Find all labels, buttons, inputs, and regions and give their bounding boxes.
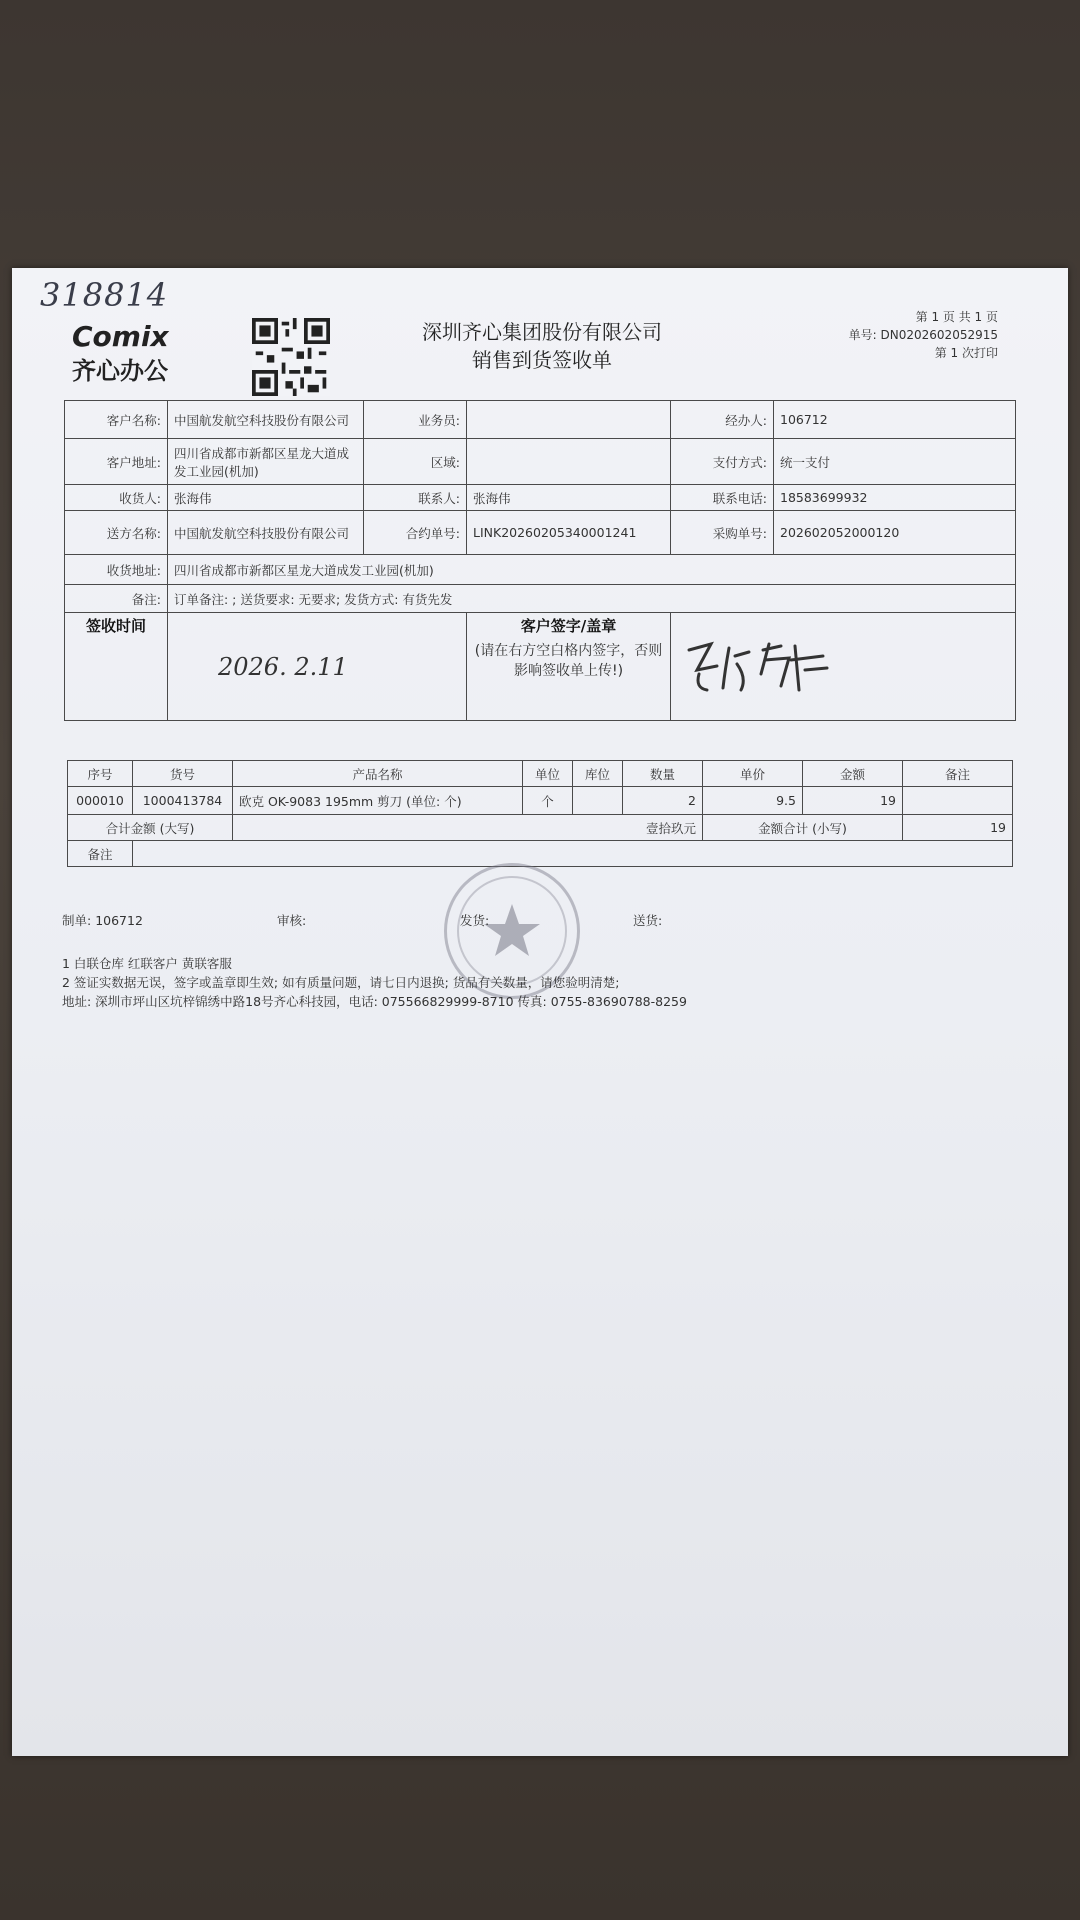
items-remark xyxy=(133,841,1013,867)
deliver-label: 送货: xyxy=(633,913,663,928)
remark: 订单备注: ; 送货要求: 无要求; 发货方式: 有货先发 xyxy=(168,585,1016,613)
table-row xyxy=(68,787,1013,815)
customer-name: 中国航发航空科技股份有限公司 xyxy=(168,401,364,439)
sign-label-cell xyxy=(467,613,671,721)
phone-label: 联系电话: xyxy=(671,485,774,511)
row-loc xyxy=(573,787,623,815)
payment-label: 支付方式: xyxy=(671,439,774,485)
delivery-addr-label: 收货地址: xyxy=(65,555,168,585)
items-remark-row xyxy=(68,841,1013,867)
ship-label: 发货: xyxy=(460,913,490,928)
row-seq: 000010 xyxy=(68,787,133,815)
info-table xyxy=(64,400,1016,721)
receiver: 张海伟 xyxy=(168,485,364,511)
col-header-name: 产品名称 xyxy=(233,761,523,787)
footer-address-line: 地址: 深圳市坪山区坑梓锦绣中路18号齐心科技园，电话: 075566829999-8710 传真: 0755-83690788-8259 xyxy=(62,994,687,1009)
doc-no: DN0202602052915 xyxy=(880,328,998,342)
row-amount: 19 xyxy=(803,787,903,815)
document-title-block xyxy=(392,318,692,374)
purchase-label: 采购单号: xyxy=(671,511,774,555)
footer-line-1: 1 白联仓库 红联客户 黄联客服 xyxy=(62,956,232,971)
signature-cell xyxy=(671,613,1016,721)
total-upper: 壹拾玖元 xyxy=(233,815,703,841)
sign-time-label: 签收时间 xyxy=(85,617,146,635)
sign-label: 客户签字/盖章 xyxy=(520,617,617,635)
handler: 106712 xyxy=(774,401,1016,439)
row-name: 欧克 OK-9083 195mm 剪刀 (单位: 个) xyxy=(233,787,523,815)
maker: 106712 xyxy=(95,913,143,928)
page-count: 第 1 页 共 1 页 xyxy=(915,310,998,324)
company-logo xyxy=(72,320,169,386)
ship-to: 中国航发航空科技股份有限公司 xyxy=(168,511,364,555)
col-header-loc: 库位 xyxy=(573,761,623,787)
total-lower: 19 xyxy=(903,815,1013,841)
delivery-addr: 四川省成都市新都区星龙大道成发工业园(机加) xyxy=(168,555,1016,585)
ship-to-label: 送方名称: xyxy=(65,511,168,555)
salesperson xyxy=(467,401,671,439)
row-price: 9.5 xyxy=(703,787,803,815)
customer-name-label: 客户名称: xyxy=(65,401,168,439)
company-name: 深圳齐心集团股份有限公司 xyxy=(422,320,662,344)
footer-notes xyxy=(62,954,687,1011)
contract-label: 合约单号: xyxy=(364,511,467,555)
remark-label: 备注: xyxy=(65,585,168,613)
customer-addr-label: 客户地址: xyxy=(65,439,168,485)
doc-no-label: 单号: xyxy=(848,328,877,342)
sign-time-label-cell xyxy=(65,613,168,721)
logo-en: Comix xyxy=(72,320,169,353)
phone: 18583699932 xyxy=(774,485,1016,511)
handwritten-number: 318814 xyxy=(40,276,169,314)
items-remark-label: 备注 xyxy=(68,841,133,867)
col-header-amount: 金额 xyxy=(803,761,903,787)
footer-sign-line xyxy=(62,911,962,929)
doc-number-line xyxy=(849,326,998,344)
total-lower-label: 金额合计 (小写) xyxy=(703,815,903,841)
region xyxy=(467,439,671,485)
col-header-seq: 序号 xyxy=(68,761,133,787)
col-header-qty: 数量 xyxy=(623,761,703,787)
qr-code-icon xyxy=(252,318,330,396)
row-unit: 个 xyxy=(523,787,573,815)
col-header-price: 单价 xyxy=(703,761,803,787)
purchase-no: 202602052000120 xyxy=(774,511,1016,555)
customer-addr: 四川省成都市新都区星龙大道成发工业园(机加) xyxy=(168,439,364,485)
row-note xyxy=(903,787,1013,815)
maker-label: 制单: xyxy=(62,913,92,928)
doc-title: 销售到货签收单 xyxy=(472,348,612,372)
items-table xyxy=(67,760,1013,867)
row-code: 1000413784 xyxy=(133,787,233,815)
document-paper xyxy=(12,268,1068,1756)
review-label: 审核: xyxy=(277,913,307,928)
footer-line-2: 2 签证实数据无误，签字或盖章即生效; 如有质量问题，请七日内退换; 货品有关数量，请您验明清楚; xyxy=(62,975,620,990)
page-info xyxy=(849,308,998,362)
salesperson-label: 业务员: xyxy=(364,401,467,439)
sign-note: (请在右方空白格内签字，否则影响签收单上传!) xyxy=(474,643,663,679)
totals-row xyxy=(68,815,1013,841)
sign-date-cell xyxy=(168,613,467,721)
col-header-code: 货号 xyxy=(133,761,233,787)
contact: 张海伟 xyxy=(467,485,671,511)
col-header-unit: 单位 xyxy=(523,761,573,787)
contact-label: 联系人: xyxy=(364,485,467,511)
handwritten-sign-date: 2026. 2.11 xyxy=(218,652,348,681)
handler-label: 经办人: xyxy=(671,401,774,439)
print-count: 第 1 次打印 xyxy=(934,346,998,360)
col-header-note: 备注 xyxy=(903,761,1013,787)
items-header-row xyxy=(68,761,1013,787)
handwritten-signature xyxy=(677,630,837,700)
row-qty: 2 xyxy=(623,787,703,815)
total-upper-label: 合计金额 (大写) xyxy=(68,815,233,841)
logo-cn: 齐心办公 xyxy=(72,357,168,385)
contract-no: LINK20260205340001241 xyxy=(467,511,671,555)
payment: 统一支付 xyxy=(774,439,1016,485)
region-label: 区域: xyxy=(364,439,467,485)
receiver-label: 收货人: xyxy=(65,485,168,511)
